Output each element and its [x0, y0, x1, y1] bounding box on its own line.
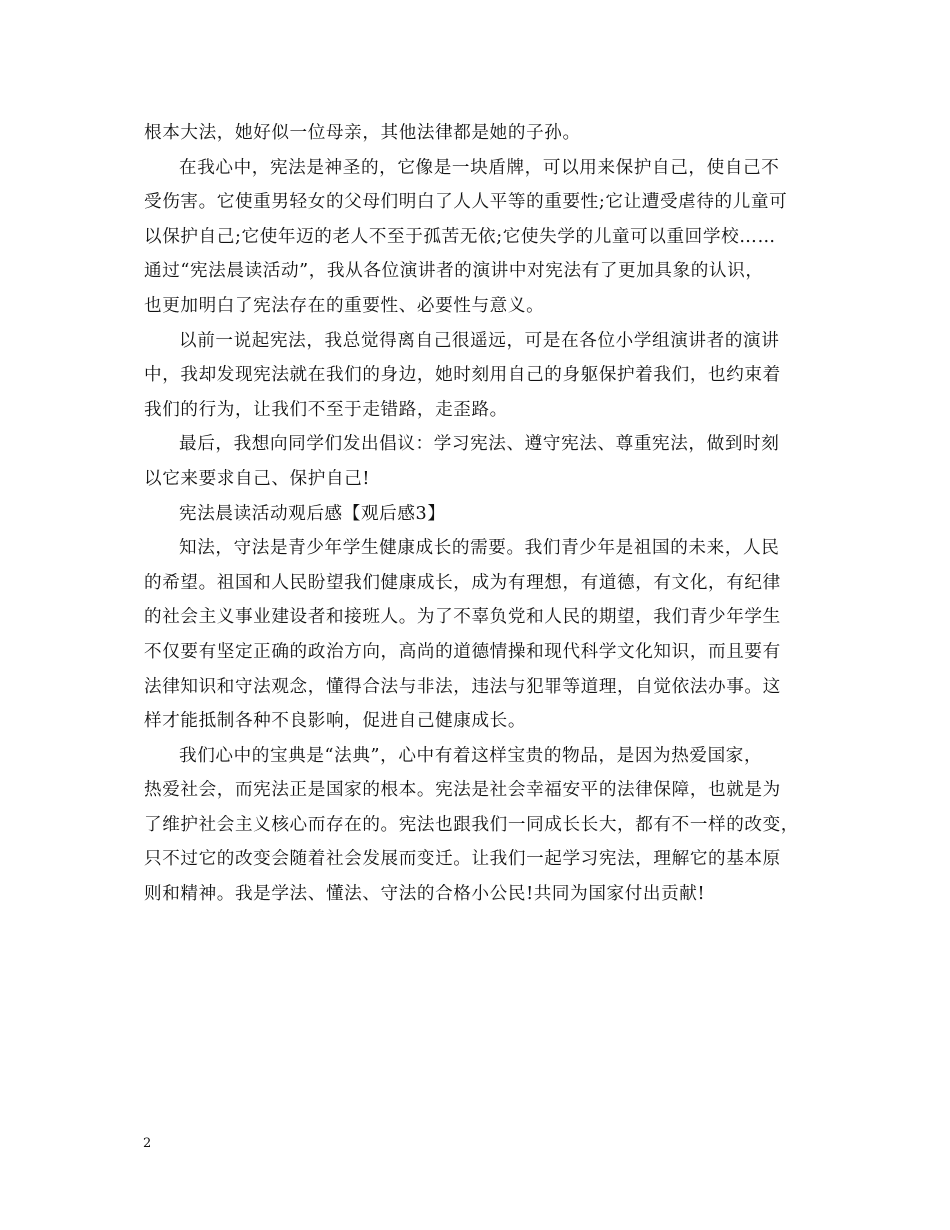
text-line: 根本大法，她好似一位母亲，其他法律都是她的子孙。	[144, 123, 581, 143]
text-line: 知法，守法是青少年学生健康成长的需要。我们青少年是祖国的未来，人民	[179, 538, 780, 559]
text-line: 中，我却发现宪法就在我们的身边，她时刻用自己的身躯保护着我们，也约束着	[144, 365, 781, 386]
text-line: 则和精神。我是学法、懂法、守法的合格小公民!共同为国家付出贡献!	[144, 884, 706, 905]
text-line: 以前一说起宪法，我总觉得离自己很遥远，可是在各位小学组演讲者的演讲	[179, 330, 780, 351]
text-line: 的希望。祖国和人民盼望我们健康成长，成为有理想，有道德，有文化，有纪律	[144, 572, 781, 593]
text-line: 在我心中，宪法是神圣的，它像是一块盾牌，可以用来保护自己，使自己不	[179, 157, 780, 178]
text-line: 也更加明白了宪法存在的重要性、必要性与意义。	[144, 295, 545, 316]
page-number: 2	[143, 1136, 152, 1151]
text-line: 受伤害。它使重男轻女的父母们明白了人人平等的重要性;它让遭受虐待的儿童可	[144, 192, 788, 213]
text-line: 以保护自己;它使年迈的老人不至于孤苦无依;它使失学的儿童可以重回学校……	[144, 226, 776, 247]
document-body	[144, 116, 824, 912]
text-line: 我们心中的宝典是“法典”，心中有着这样宝贵的物品，是因为热爱国家，	[179, 745, 763, 766]
text-line: 不仅要有坚定正确的政治方向，高尚的道德情操和现代科学文化知识，而且要有	[144, 641, 781, 662]
text-line: 的社会主义事业建设者和接班人。为了不辜负党和人民的期望，我们青少年学生	[144, 607, 781, 628]
text-line: 最后，我想向同学们发出倡议：学习宪法、遵守宪法、尊重宪法，做到时刻	[179, 434, 780, 455]
text-line: 法律知识和守法观念，懂得合法与非法，违法与犯罪等道理，自觉依法办事。这	[144, 676, 781, 697]
text-line: 通过“宪法晨读活动”，我从各位演讲者的演讲中对宪法有了更加具象的认识，	[144, 261, 764, 282]
section-heading: 宪法晨读活动观后感【观后感3】	[179, 503, 446, 524]
text-line: 热爱社会，而宪法正是国家的根本。宪法是社会幸福安平的法律保障，也就是为	[144, 780, 781, 801]
text-line: 样才能抵制各种不良影响，促进自己健康成长。	[144, 711, 527, 732]
text-line: 以它来要求自己、保护自己!	[144, 468, 370, 489]
text-line: 我们的行为，让我们不至于走错路，走歪路。	[144, 399, 508, 420]
text-line: 只不过它的改变会随着社会发展而变迁。让我们一起学习宪法，理解它的基本原	[144, 849, 781, 870]
text-line: 了维护社会主义核心而存在的。宪法也跟我们一同成长长大，都有不一样的改变，	[144, 814, 799, 835]
